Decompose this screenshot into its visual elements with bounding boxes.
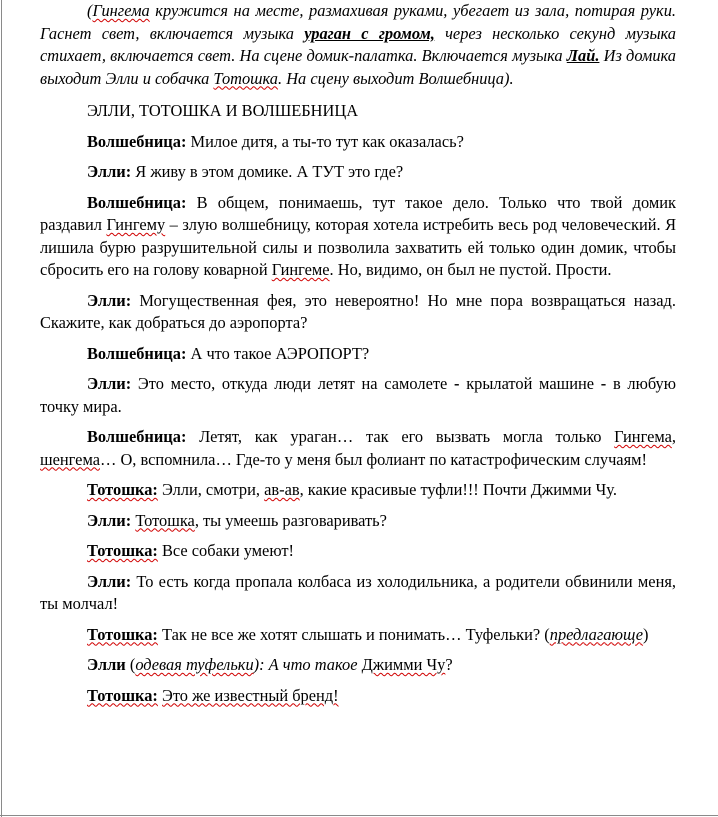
spellcheck-word: ав-ав xyxy=(264,480,300,499)
speaker-name: Волшебница: xyxy=(87,343,187,363)
scene-heading: ЭЛЛИ, ТОТОШКА И ВОЛШЕБНИЦА xyxy=(87,101,359,120)
dialogue-line: Волшебница: Милое дитя, а ты-то тут как оказалась? xyxy=(87,131,464,151)
speaker-name: Тотошка: xyxy=(87,685,158,705)
speaker-name: Элли: xyxy=(87,290,132,310)
speaker-name: Элли xyxy=(87,655,126,674)
stage-direction: (Гингема кружится на месте, размахивая руками, убегает из зала, потирая руки. Гаснет свет, включается музыка ураган с громом, через несколько секунд музыка стихает, включается свет. На сцене домик-палатка. Включается музыка Лай. Из домика выходит Элли и собачка Тотошка. На сцену выходит Волшебница). xyxy=(40,1,676,88)
dialogue-line: Волшебница: А что такое АЭРОПОРТ? xyxy=(87,343,370,363)
speaker-name: Элли: xyxy=(87,510,132,530)
spellcheck-word: Гингеме xyxy=(271,260,330,279)
spellcheck-word: Гингема xyxy=(614,427,672,446)
spellcheck-word: Тотошка xyxy=(213,68,278,88)
dialogue-line: Элли: Это место, откуда люди летят на самолете - крылатой машине - в любую точку мира. xyxy=(40,374,677,416)
dialogue-line: Волшебница: В общем, понимаешь, тут такое дело. Только что твой домик раздавил Гингему – злую волшебницу, которая хотела истребить весь род человеческий. Я лишила бурю разрушительной силы и позволила захватить ей только один домик, чтобы сбросить его на голову коварной Гингеме. Но, видимо, он был не пустой. Прости. xyxy=(40,192,676,279)
speaker-name: Волшебница: xyxy=(87,192,187,212)
spellcheck-word: Это же известный бренд! xyxy=(162,685,339,705)
dialogue-line: Тотошка: Все собаки умеют! xyxy=(87,541,294,560)
spellcheck-word: одевая туфельки xyxy=(135,655,254,674)
dialogue-line: Элли: Тотошка, ты умеешь разговаривать? xyxy=(87,510,387,530)
spellcheck-word: Гингему xyxy=(106,215,166,234)
page-border-bottom xyxy=(0,815,718,816)
dialogue-line: Элли (одевая туфельки): А что такое Джимми Чу? xyxy=(87,655,453,674)
dialogue-line: Волшебница: Летят, как ураган… так его вызвать могла только Гингема, шенгема… О, вспомнила… Где-то у меня был фолиант по катастрофическим случаям! xyxy=(40,427,676,469)
music-cue: ураган с громом, xyxy=(304,23,435,43)
music-cue: Лай. xyxy=(566,46,600,65)
spellcheck-word: Гингема xyxy=(92,1,150,20)
page-border-left xyxy=(1,0,2,817)
speaker-name: Тотошка: xyxy=(87,624,158,644)
speaker-name: Элли: xyxy=(87,162,132,181)
dialogue-line: Элли: Могущественная фея, это невероятно! Но мне пора возвращаться назад. Скажите, как добраться до аэропорта? xyxy=(40,290,676,332)
dialogue-line: Тотошка: Так не все же хотят слышать и понимать… Туфельки? (предлагающе) xyxy=(87,624,649,644)
spellcheck-word: предлагающе xyxy=(549,624,644,644)
speaker-name: Элли: xyxy=(87,374,132,393)
spellcheck-word: шенгема xyxy=(40,449,100,469)
speaker-name: Волшебница: xyxy=(87,131,187,151)
dialogue-line: Тотошка: Элли, смотри, ав-ав, какие красивые туфли!!! Почти Джимми Чу. xyxy=(87,480,617,499)
speaker-name: Волшебница: xyxy=(87,427,187,446)
speaker-name: Тотошка: xyxy=(87,541,158,560)
document-body xyxy=(40,0,676,715)
dialogue-line: Элли: То есть когда пропала колбаса из холодильника, а родители обвинили меня, ты молчал! xyxy=(40,571,676,613)
spellcheck-word: Тотошка xyxy=(135,510,195,530)
dialogue-line xyxy=(40,685,676,708)
spellcheck-word: Джимми Чу xyxy=(361,655,446,674)
speaker-name: Элли: xyxy=(87,571,132,591)
dialogue-line: Элли: Я живу в этом домике. А ТУТ это где? xyxy=(87,162,404,181)
speaker-name: Тотошка: xyxy=(87,480,158,499)
